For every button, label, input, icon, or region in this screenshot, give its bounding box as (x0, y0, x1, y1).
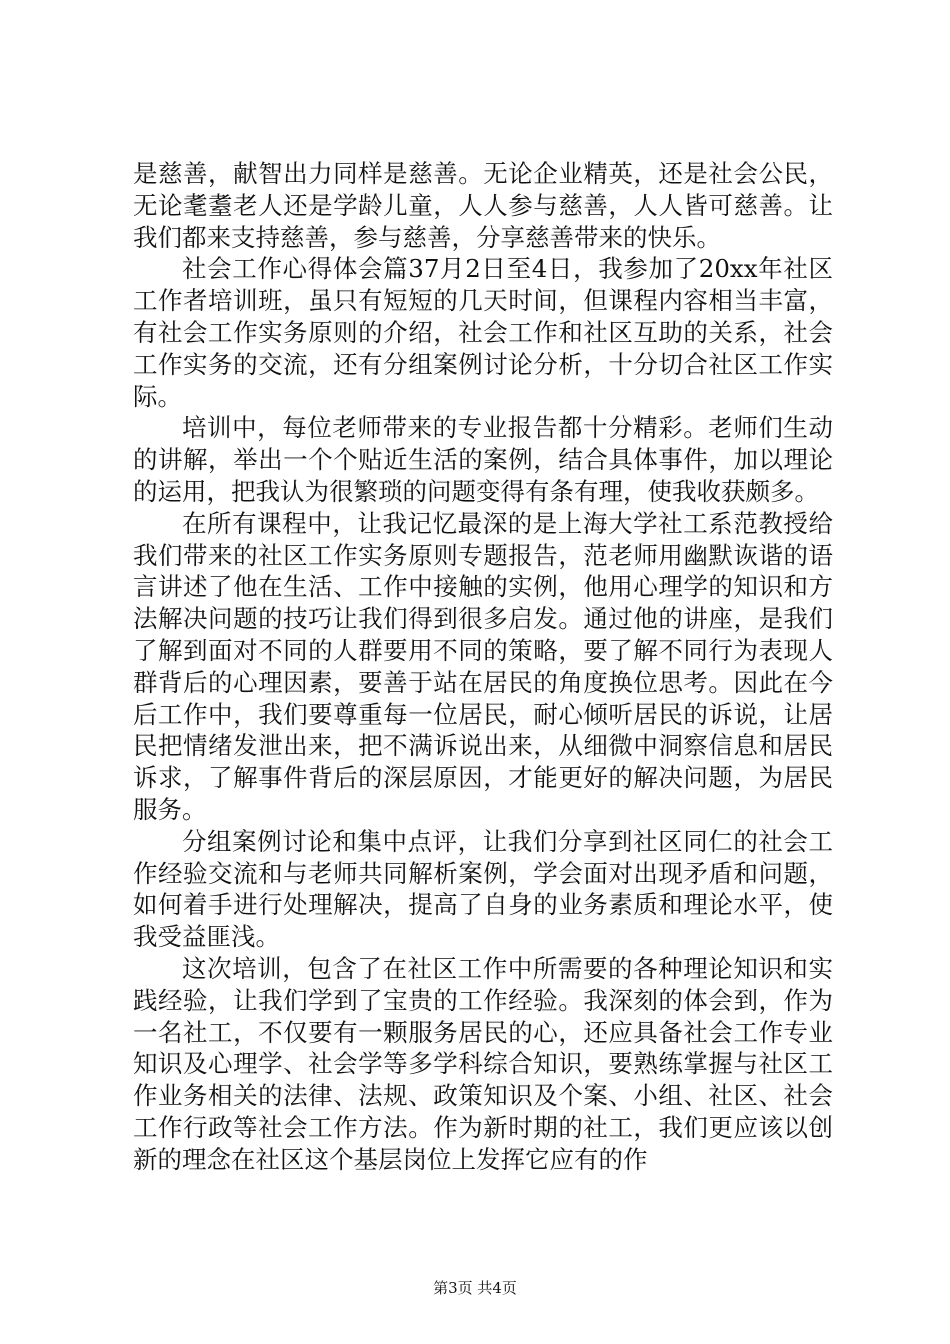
page-footer (0, 1278, 950, 1298)
paragraph-1: 是慈善，献智出力同样是慈善。无论企业精英，还是社会公民，无论耄耋老人还是学龄儿童，人人参与慈善，人人皆可慈善。让我们都来支持慈善，参与慈善，分享慈善带来的快乐。 (133, 159, 833, 252)
page-number-label: 第3页 共4页 (433, 1279, 517, 1297)
paragraph-4: 在所有课程中，让我记忆最深的是上海大学社工系范教授给我们带来的社区工作实务原则专题报告，范老师用幽默诙谐的语言讲述了他在生活、工作中接触的实例，他用心理学的知识和方法解决问题的技巧让我们得到很多启发。通过他的讲座，是我们了解到面对不同的人群要用不同的策略，要了解不同行为表现人群背后的心理因素，要善于站在居民的角度换位思考。因此在今后工作中，我们要尊重每一位居民，耐心倾听居民的诉说，让居民把情绪发泄出来，把不满诉说出来，从细微中洞察信息和居民诉求，了解事件背后的深层原因，才能更好的解决问题，为居民服务。 (133, 508, 833, 824)
paragraph-6: 这次培训，包含了在社区工作中所需要的各种理论知识和实践经验，让我们学到了宝贵的工作经验。我深刻的体会到，作为一名社工，不仅要有一颗服务居民的心，还应具备社会工作专业知识及心理学、社会学等多学科综合知识，要熟练掌握与社区工作业务相关的法律、法规、政策知识及个案、小组、社区、社会工作行政等社会工作方法。作为新时期的社工，我们更应该以创新的理念在社区这个基层岗位上发挥它应有的作 (133, 953, 833, 1174)
document-body (133, 158, 833, 1176)
paragraph-5: 分组案例讨论和集中点评，让我们分享到社区同仁的社会工作经验交流和与老师共同解析案例，学会面对出现矛盾和问题，如何着手进行处理解决，提高了自身的业务素质和理论水平，使我受益匪浅。 (133, 826, 833, 952)
paragraph-2: 社会工作心得体会篇37月2日至4日，我参加了20xx年社区工作者培训班，虽只有短短的几天时间，但课程内容相当丰富，有社会工作实务原则的介绍，社会工作和社区互助的关系，社会工作实务的交流，还有分组案例讨论分析，十分切合社区工作实际。 (133, 254, 833, 411)
paragraph-3: 培训中，每位老师带来的专业报告都十分精彩。老师们生动的讲解，举出一个个贴近生活的案例，结合具体事件，加以理论的运用，把我认为很繁琐的问题变得有条有理，使我收获颇多。 (133, 413, 833, 506)
